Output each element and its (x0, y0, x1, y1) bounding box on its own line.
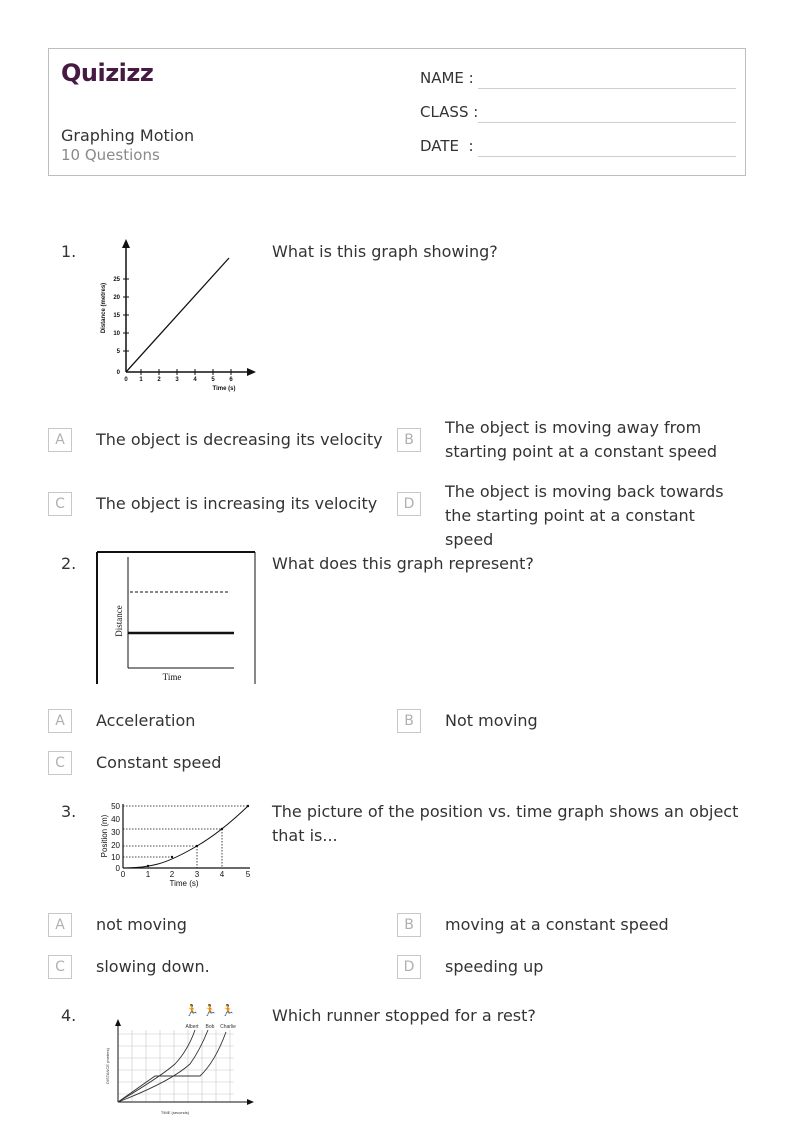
x-tick-label: 4 (219, 870, 225, 879)
y-tick-label: 5 (116, 349, 120, 355)
question-number: 4. (61, 1006, 77, 1025)
question-text: What is this graph showing? (272, 242, 498, 261)
runner-icon: 🏃 (221, 1005, 235, 1017)
question-text: The picture of the position vs. time graph shows an object that is... (272, 802, 739, 845)
y-axis-label: Distance (114, 605, 124, 637)
option-c-marker[interactable]: C (48, 492, 72, 516)
date-line[interactable] (478, 156, 736, 157)
y-tick-label: 0 (115, 864, 120, 873)
option-a-marker[interactable]: A (48, 709, 72, 733)
y-axis-label: DISTANCE (metres) (105, 1048, 110, 1084)
x-axis-label: TIME (seconds) (160, 1110, 190, 1115)
option-d-marker[interactable]: D (397, 955, 421, 979)
x-tick-label: 2 (169, 870, 175, 879)
worksheet-title: Graphing Motion (61, 126, 195, 145)
y-tick-label: 40 (111, 815, 120, 824)
x-tick-label: 3 (175, 377, 179, 383)
option-c-text[interactable]: Constant speed (96, 753, 222, 772)
option-b-text[interactable]: The object is moving away from starting point at a constant speed (445, 418, 718, 461)
x-tick-label: 3 (194, 870, 200, 879)
date-label: DATE : (420, 137, 474, 155)
option-a-text[interactable]: The object is decreasing its velocity (96, 430, 383, 449)
runner-name: Bob (205, 1024, 215, 1030)
x-tick-label: 0 (124, 377, 128, 383)
option-b-marker[interactable]: B (397, 913, 421, 937)
y-tick-label: 15 (113, 313, 120, 319)
x-tick-label: 1 (139, 377, 143, 383)
option-d-text[interactable]: speeding up (445, 957, 544, 976)
y-axis-label: Position (m) (100, 814, 109, 858)
option-c-text[interactable]: The object is increasing its velocity (96, 494, 378, 513)
y-axis-label: Distance (metres) (101, 282, 107, 334)
runner-icon: 🏃 (185, 1005, 199, 1017)
y-tick-label: 0 (116, 370, 120, 376)
question-number: 1. (61, 242, 77, 261)
position-time-graph (98, 800, 256, 892)
x-tick-label: 5 (211, 377, 215, 383)
x-axis-label: Time (s) (169, 879, 199, 888)
distance-time-graph-2 (96, 551, 256, 684)
x-tick-label: 6 (229, 377, 233, 383)
option-a-text[interactable]: Acceleration (96, 711, 196, 730)
runner-name: Albert (185, 1024, 199, 1030)
x-tick-label: 4 (193, 377, 197, 383)
question-count: 10 Questions (61, 146, 160, 164)
x-axis-label: Time (s) (212, 386, 236, 392)
option-c-marker[interactable]: C (48, 751, 72, 775)
runner-name: Charlie (220, 1024, 236, 1030)
y-tick-label: 25 (113, 277, 120, 283)
class-field[interactable] (420, 103, 736, 127)
question-number: 2. (61, 554, 77, 573)
option-b-text[interactable]: moving at a constant speed (445, 915, 669, 934)
runner-icon: 🏃 (203, 1005, 217, 1017)
x-tick-label: 1 (145, 870, 151, 879)
runners-distance-time-graph (100, 1002, 256, 1120)
y-tick-label: 30 (111, 828, 120, 837)
option-b-marker[interactable]: B (397, 709, 421, 733)
option-b-text[interactable]: Not moving (445, 711, 538, 730)
y-tick-label: 50 (111, 802, 120, 811)
x-axis-label: Time (162, 672, 182, 682)
name-line[interactable] (478, 88, 736, 89)
quizizz-logo: Quizizz (61, 59, 154, 87)
option-a-marker[interactable]: A (48, 913, 72, 937)
name-field[interactable] (420, 69, 736, 93)
x-tick-label: 0 (120, 870, 126, 879)
x-tick-label: 2 (157, 377, 161, 383)
option-d-marker[interactable]: D (397, 492, 421, 516)
question-text: What does this graph represent? (272, 554, 534, 573)
question-number: 3. (61, 802, 77, 821)
distance-time-graph-1 (96, 236, 258, 396)
name-label: NAME : (420, 69, 474, 87)
option-c-text[interactable]: slowing down. (96, 957, 210, 976)
option-c-marker[interactable]: C (48, 955, 72, 979)
x-tick-label: 5 (245, 870, 251, 879)
option-a-text[interactable]: not moving (96, 915, 187, 934)
class-line[interactable] (478, 122, 736, 123)
question-text: Which runner stopped for a rest? (272, 1006, 536, 1025)
worksheet-header (48, 48, 746, 176)
y-tick-label: 10 (111, 853, 120, 862)
class-label: CLASS : (420, 103, 479, 121)
option-d-text[interactable]: The object is moving back towards the starting point at a constant speed (445, 482, 724, 549)
y-tick-label: 10 (113, 331, 120, 337)
y-tick-label: 20 (113, 295, 120, 301)
option-b-marker[interactable]: B (397, 428, 421, 452)
date-field[interactable] (420, 137, 736, 161)
y-tick-label: 20 (111, 841, 120, 850)
option-a-marker[interactable]: A (48, 428, 72, 452)
